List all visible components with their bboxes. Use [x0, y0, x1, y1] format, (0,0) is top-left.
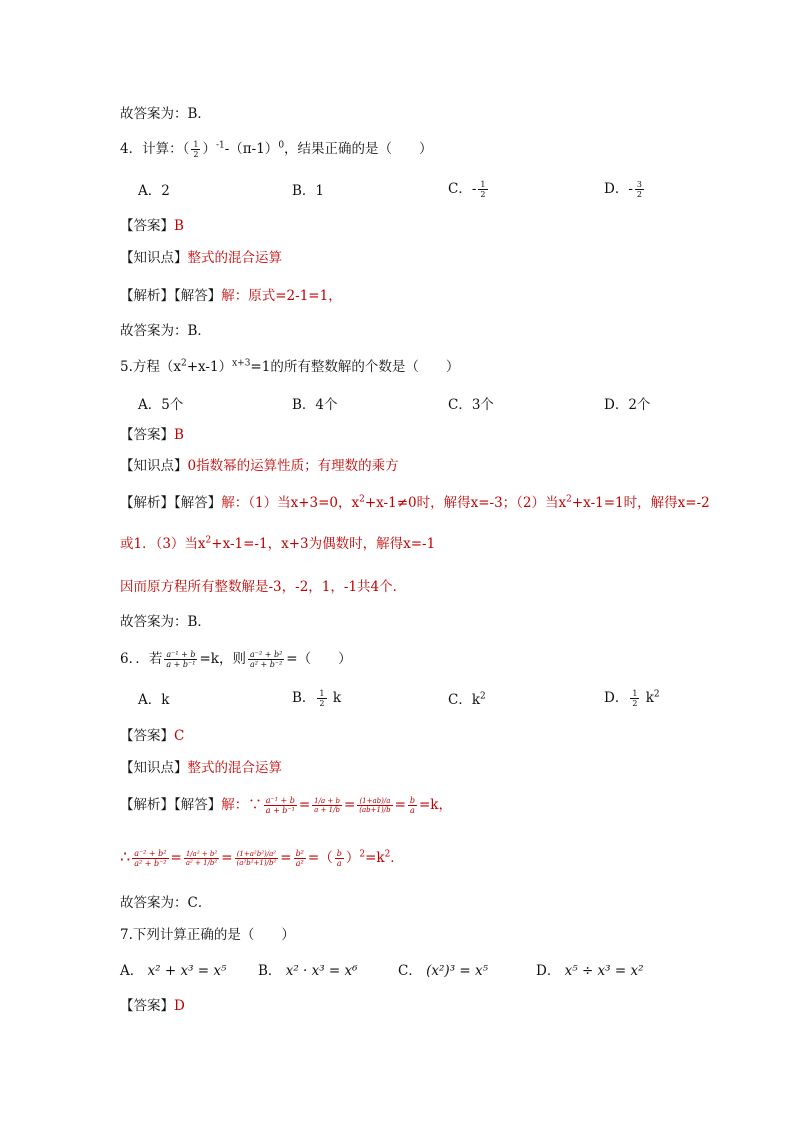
q6-s4 [408, 796, 417, 815]
q6-s2-den: a + 1/b [314, 806, 340, 814]
q5-stem-b: +x-1） [186, 359, 233, 375]
q6-t1 [132, 849, 168, 868]
q7-c-expr: (x²)³ = x⁵ [426, 963, 489, 979]
q6-s-end: =k， [419, 797, 452, 813]
q4-exp1: -1 [215, 140, 225, 151]
q5-option-d: D．2个 [604, 397, 651, 413]
q7-answer [120, 997, 185, 1015]
q7-a-label: A． [120, 963, 144, 979]
q6-t4-num: b² [295, 849, 304, 858]
q7-answer-tag: 【答案】 [120, 998, 174, 1014]
q6-f1-num: a⁻¹ + b [166, 650, 196, 659]
q4-analysis [120, 287, 342, 305]
q6-option-d [604, 689, 660, 708]
q7-d-expr: x⁵ ÷ x³ = x² [564, 963, 644, 979]
q4-stem [120, 140, 433, 159]
q6-prefix: 6．．若 [120, 651, 163, 667]
q4-prefix: 4．计算：（ [120, 141, 190, 157]
q7-stem: 7.下列计算正确的是（ ） [120, 927, 295, 943]
q5-an-l1b: +x-1≠0时，解得x=-3；（2）当x [364, 495, 567, 511]
q6-s4-num: b [409, 796, 415, 805]
q5-an-l2a: 或1．（3）当x [120, 536, 206, 552]
q4-mid: -（π-1） [224, 141, 279, 157]
q4-option-b: B．1 [292, 183, 325, 199]
q6-an-tag: 【解析】【解答】 [120, 797, 222, 813]
q6-b-num: 1 [319, 689, 325, 698]
q6-t1-den: a² + b⁻² [134, 859, 167, 868]
q6-t4-den: a² [295, 859, 304, 868]
q4-an-tag: 【解析】【解答】 [120, 288, 222, 304]
q6-s1-den: a + b⁻¹ [265, 806, 295, 815]
q6-s2 [312, 797, 342, 814]
q6-frac1 [164, 650, 197, 669]
q4-an-value: 解：原式=2-1=1， [221, 288, 342, 304]
q6-option-c [448, 691, 486, 709]
q5-stem-a: 5.方程（x [120, 359, 181, 375]
q6-b-label: B． [292, 690, 316, 706]
q5-analysis-line1 [120, 494, 710, 512]
q7-option-c [398, 962, 488, 980]
q6-t-mid: =（ [307, 850, 333, 866]
q4-answer-tag: 【答案】 [120, 218, 174, 234]
q4-option-c-frac [478, 180, 487, 199]
q6-answer-tag: 【答案】 [120, 728, 174, 744]
q4-exp2: 0 [278, 140, 285, 151]
prev-conclusion: 故答案为：B． [120, 106, 211, 122]
q6-f1-den: a + b⁻¹ [166, 660, 196, 669]
q4-c-den: 2 [480, 190, 486, 199]
q4-option-d-label: D．- [604, 181, 633, 197]
q5-analysis-line2 [120, 535, 435, 553]
q6-t-end: ） [345, 850, 360, 866]
q6-t2-num: 1/a² + b² [185, 850, 218, 858]
q4-kp-tag: 【知识点】 [120, 250, 188, 266]
q5-conclusion: 故答案为：B． [120, 614, 211, 630]
q6-c-sup: 2 [480, 691, 486, 702]
q5-option-c: C．3个 [448, 397, 494, 413]
q7-c-label: C． [398, 963, 422, 979]
q4-knowledge-point [120, 249, 282, 267]
q6-t-end3: ． [390, 850, 404, 866]
q6-tail: =（ ） [286, 651, 352, 667]
q5-an-tag: 【解析】【解答】 [120, 495, 222, 511]
q4-d-den: 2 [636, 190, 642, 199]
q5-an-sup1: 2 [359, 494, 365, 505]
q4-answer-value: B [174, 218, 184, 234]
q6-stem [120, 650, 352, 669]
q5-an-l2b: +x-1=-1，x+3为偶数时，解得x=-1 [211, 536, 436, 552]
q4-option-c-label: C．- [448, 181, 477, 197]
q6-d-den: 2 [632, 699, 638, 708]
q6-mid: =k，则 [199, 651, 246, 667]
q6-answer-value: C [174, 728, 185, 744]
q6-s1-num: a⁻¹ + b [265, 796, 295, 805]
q7-a-expr: x² + x³ = x⁵ [147, 963, 227, 979]
q6-d-frac [630, 689, 639, 708]
q5-an-l1c: +x-1=1时，解得x=-2 [571, 495, 710, 511]
q6-b-den: 2 [319, 699, 325, 708]
q6-analysis-line2: ∴ $\frac{\text{a⁻² + b²}}{\text{a² + b⁻²}}$ = $\frac{\text{1/a² + b²}}{\text{a² + 1/b²}}$ = $\frac{\text{(1+a²b²)/a²}}{\text{(a²b²+1)/b²}}$ = $\frac{\text{b²}}{\text{a²}}$ =（ $\frac{b}{a}$ ）$^2=k^2$． [120, 847, 404, 868]
q6-t-end-sup2: 2 [384, 849, 391, 860]
q4-rest: ） [202, 141, 216, 157]
q6-d-num: 1 [632, 689, 638, 698]
q6-s3-num: (1+ab)/a [357, 797, 392, 806]
q4-answer [120, 217, 184, 235]
q4-tail: ，结果正确的是（ ） [284, 141, 433, 157]
q6-an-start: 解：∵ [221, 797, 262, 813]
q4-conclusion: 故答案为：B． [120, 323, 211, 339]
q5-stem [120, 358, 459, 376]
q4-d-num: 3 [636, 180, 642, 189]
q6-t5-den: a [336, 859, 342, 868]
q5-an-sup3: 2 [205, 535, 212, 546]
q5-answer-value: B [174, 427, 184, 443]
q6-frac2 [248, 650, 284, 669]
q6-kp-value: 整式的混合运算 [187, 760, 282, 776]
q4-option-d [604, 180, 646, 199]
q7-b-label: B． [258, 963, 282, 979]
q7-option-a [120, 962, 226, 980]
q7-option-b [258, 962, 358, 980]
q6-s3 [357, 797, 392, 814]
q5-stem-c: =1的所有整数解的个数是（ ） [250, 359, 460, 375]
q5-option-a: A．5个 [138, 397, 184, 413]
q6-b-tail: k [332, 690, 341, 706]
q6-d-tail: k [645, 690, 654, 706]
q6-t3 [235, 850, 279, 867]
q6-t2-den: a² + 1/b² [185, 859, 218, 867]
q6-conclusion: 故答案为：C． [120, 895, 212, 911]
q6-knowledge-point [120, 759, 282, 777]
q7-answer-value: D [174, 998, 185, 1014]
q6-analysis-line1: 【解析】【解答】解：∵ $\frac{\text{a⁻¹ + b}}{\text{a + b⁻¹}}$ = $\frac{1/a + b}{a + 1/b}$ = $\frac{(1+ab)/a}{(ab+1)/b}$ = $\frac{b}{a}$ =k， [120, 796, 452, 815]
q6-t4 [294, 849, 306, 868]
q5-stem-sup1: 2 [181, 358, 187, 369]
q5-kp-value: 0指数幂的运算性质；有理数的乘方 [187, 458, 399, 474]
q6-f2-num: a⁻² + b² [249, 650, 283, 659]
q4-option-a: A．2 [138, 183, 170, 199]
q4-option-d-frac [635, 180, 644, 199]
q6-s4-den: a [410, 806, 415, 815]
q5-an-l1a: 解：（1）当x+3=0，x [221, 495, 360, 511]
q6-t-start: ∴ [120, 847, 131, 866]
q4-kp-value: 整式的混合运算 [187, 250, 282, 266]
q6-d-sup: 2 [653, 689, 660, 700]
q5-kp-tag: 【知识点】 [120, 458, 188, 474]
q5-answer [120, 426, 184, 444]
q6-d-label: D． [604, 690, 629, 706]
q6-t3-den: (a²b²+1)/b² [236, 859, 277, 867]
q6-t3-num: (1+a²b²)/a² [235, 850, 279, 859]
q6-option-a: A．k [138, 692, 170, 708]
q4-option-c [448, 180, 490, 199]
q6-f2-den: a² + b⁻² [249, 660, 283, 669]
q6-t5-num: b [336, 849, 342, 858]
q5-knowledge-point [120, 457, 399, 475]
q7-b-expr: x² · x³ = x⁶ [285, 963, 358, 979]
q4-frac-den: 2 [193, 150, 199, 159]
q7-option-d [536, 962, 644, 980]
q4-frac-num: 1 [193, 140, 199, 149]
q6-c-label: C．k [448, 692, 481, 708]
q4-c-num: 1 [480, 180, 486, 189]
q6-t-end-sup: 2 [359, 849, 366, 860]
q6-t5 [335, 849, 344, 868]
q6-s1 [264, 796, 297, 815]
q6-b-frac [317, 689, 326, 708]
q5-option-b: B．4个 [292, 397, 338, 413]
q4-fraction [191, 140, 200, 159]
q6-s2-num: 1/a + b [314, 797, 340, 805]
q6-answer [120, 727, 184, 745]
q5-an-sup2: 2 [566, 494, 572, 505]
q7-d-label: D． [536, 963, 561, 979]
q6-kp-tag: 【知识点】 [120, 760, 188, 776]
q5-summary: 因而原方程所有整数解是-3，-2，1，-1共4个． [120, 579, 407, 595]
q6-option-b [292, 689, 341, 708]
q6-t1-num: a⁻² + b² [134, 849, 167, 858]
q6-s3-den: (ab+1)/b [359, 806, 391, 814]
q5-stem-sup2: x+3 [232, 358, 251, 369]
q5-answer-tag: 【答案】 [120, 427, 174, 443]
q6-t2 [184, 850, 219, 867]
q6-t-end2: =k [365, 850, 385, 866]
